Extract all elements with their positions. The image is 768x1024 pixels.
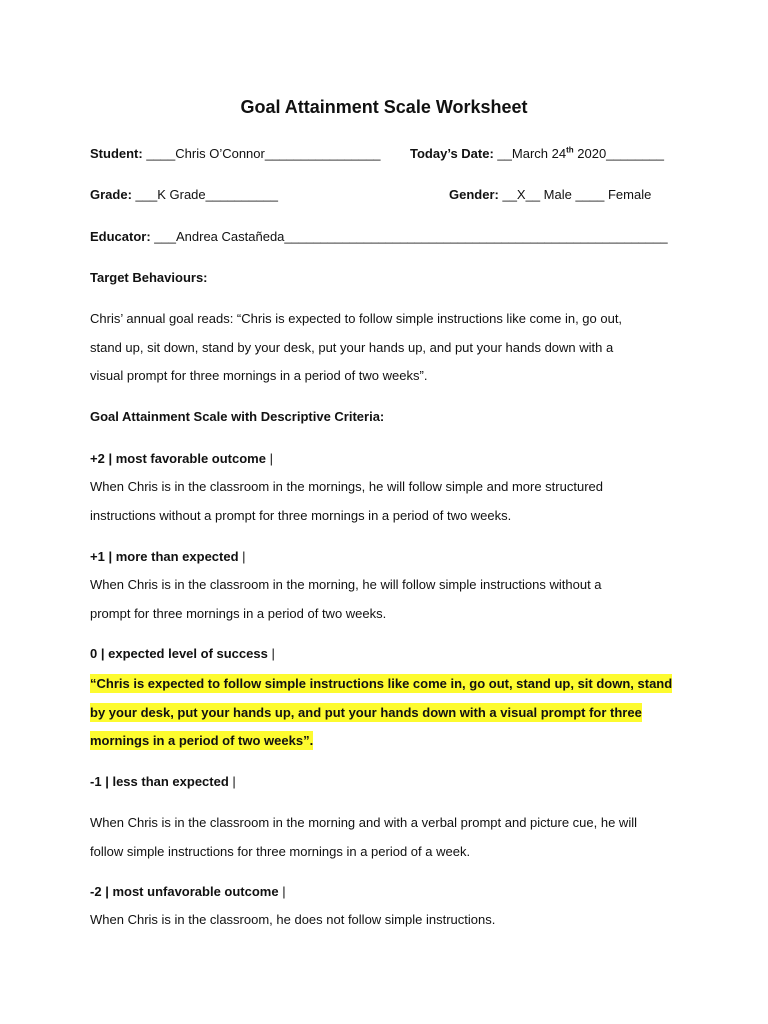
- scale-level-plus1-heading: +1 | more than expected |: [90, 549, 246, 564]
- text-line: When Chris is in the classroom, he does not follow simple instructions.: [90, 912, 496, 927]
- gender-label: Gender:: [449, 187, 499, 202]
- text-line: visual prompt for three mornings in a period of two weeks”.: [90, 368, 428, 383]
- scale-level-minus2-heading: -2 | most unfavorable outcome |: [90, 884, 286, 899]
- grade-field: [90, 187, 278, 203]
- scale-level-minus1-heading: -1 | less than expected |: [90, 774, 236, 789]
- student-value: ____Chris O’Connor________________: [146, 146, 381, 161]
- student-field: [90, 146, 381, 162]
- text-line: instructions without a prompt for three mornings in a period of two weeks.: [90, 507, 512, 523]
- text-line: When Chris is in the classroom in the morning, he will follow simple instructions without a: [90, 577, 602, 592]
- scale-heading: Goal Attainment Scale with Descriptive Criteria:: [90, 409, 385, 424]
- educator-label: Educator:: [90, 229, 151, 244]
- text-line: stand up, sit down, stand by your desk, put your hands up, and put your hands down with a: [90, 339, 614, 355]
- text-line: When Chris is in the classroom in the mornings, he will follow simple and more structured: [90, 479, 603, 494]
- scale-level-zero-heading: 0 | expected level of success |: [90, 646, 275, 661]
- target-behaviours-text: [90, 310, 690, 396]
- scale-level-minus2-text: [90, 911, 690, 940]
- date-value: __March 24th 2020________: [497, 145, 665, 161]
- text-line: follow simple instructions for three mornings in a period of a week.: [90, 843, 471, 859]
- educator-value: ___Andrea Castañeda_____________________________________________________: [154, 229, 668, 244]
- text-line: Chris’ annual goal reads: “Chris is expected to follow simple instructions like come in, go out,: [90, 311, 623, 326]
- scale-level-zero-text: [90, 675, 690, 761]
- target-behaviours-heading: Target Behaviours:: [90, 270, 208, 285]
- grade-label: Grade:: [90, 187, 132, 202]
- highlighted-text: mornings in a period of two weeks”.: [90, 733, 314, 748]
- date-label: Today’s Date:: [410, 146, 494, 161]
- student-label: Student:: [90, 146, 143, 161]
- scale-level-plus2-text: [90, 478, 690, 535]
- scale-level-plus1-text: [90, 576, 690, 633]
- scale-level-plus2-heading: +2 | most favorable outcome |: [90, 451, 273, 466]
- highlighted-text: by your desk, put your hands up, and put your hands down with a visual prompt for three: [90, 704, 642, 720]
- gender-field: [449, 187, 651, 203]
- date-field: [410, 146, 664, 162]
- educator-field: [90, 229, 668, 245]
- scale-level-minus1-text: [90, 814, 690, 871]
- text-line: prompt for three mornings in a period of two weeks.: [90, 605, 387, 621]
- text-line: When Chris is in the classroom in the morning and with a verbal prompt and picture cue, he will: [90, 815, 637, 830]
- grade-value: ___K Grade__________: [135, 187, 278, 202]
- highlighted-text: “Chris is expected to follow simple instructions like come in, go out, stand up, sit down, stand: [90, 676, 673, 691]
- page-title: Goal Attainment Scale Worksheet: [240, 97, 528, 117]
- gender-value: __X__ Male ____ Female: [502, 187, 652, 202]
